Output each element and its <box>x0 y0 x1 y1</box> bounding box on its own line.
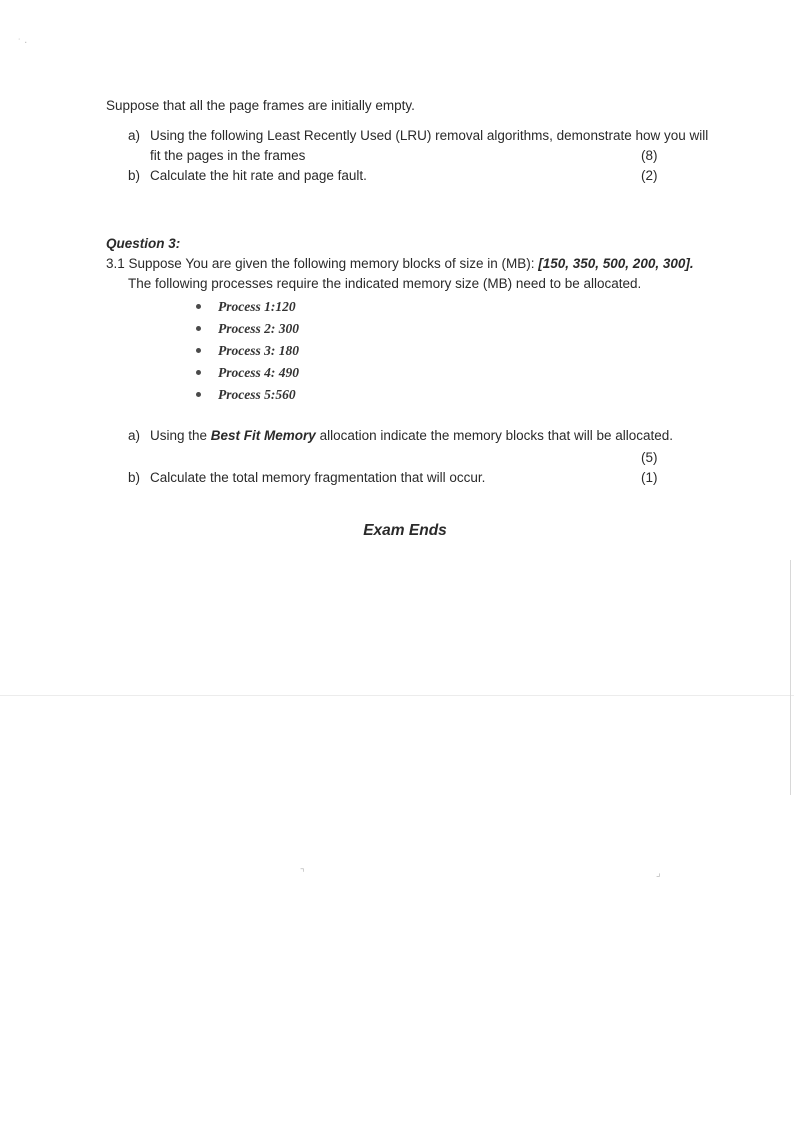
best-fit-emphasis: Best Fit Memory <box>210 428 316 443</box>
marks-label: (5) <box>641 450 658 465</box>
scan-speck: ⌟ <box>656 868 661 879</box>
list-item: Process 2: 300 <box>190 320 299 342</box>
item-letter: a) <box>128 128 141 143</box>
item-letter: b) <box>128 470 141 485</box>
item-text: Using the following Least Recently Used (LRU) removal algorithms, demonstrate how you will <box>150 128 709 143</box>
bullet-icon <box>196 304 201 309</box>
q3-memory-blocks: [150, 350, 500, 200, 300]. <box>538 256 694 271</box>
marks-label: (1) <box>641 470 658 485</box>
list-item: Process 1:120 <box>190 298 299 320</box>
q3-lead-prefix: 3.1 Suppose You are given the following memory blocks of size in (MB): <box>106 256 539 271</box>
bullet-icon <box>196 348 201 353</box>
scan-artifact-line <box>0 695 794 696</box>
item-text: Calculate the total memory fragmentation that will occur. <box>150 470 486 485</box>
item-text: Calculate the hit rate and page fault. <box>150 168 367 183</box>
q3-lead-line1 <box>106 256 694 271</box>
question-title: Question 3: <box>106 236 181 251</box>
bullet-icon <box>196 326 201 331</box>
bullet-icon <box>196 370 201 375</box>
scan-speck: ⌝ <box>300 868 305 879</box>
process-list <box>190 298 299 408</box>
list-item: Process 4: 490 <box>190 364 299 386</box>
marks-label: (8) <box>641 148 658 163</box>
list-item: Process 3: 180 <box>190 342 299 364</box>
item-letter: a) <box>128 428 141 443</box>
list-item: Process 5:560 <box>190 386 299 408</box>
scan-speck: ˙ ‧ <box>18 38 28 49</box>
scan-artifact-edge <box>790 560 791 795</box>
item-text: Using the Best Fit Memory allocation indicate the memory blocks that will be allocated. <box>150 428 674 443</box>
bullet-icon <box>196 392 201 397</box>
item-letter: b) <box>128 168 141 183</box>
q3-lead-line2: The following processes require the indicated memory size (MB) need to be allocated. <box>128 276 642 291</box>
intro-text: Suppose that all the page frames are initially empty. <box>106 98 415 113</box>
item-text: fit the pages in the frames <box>150 148 306 163</box>
marks-label: (2) <box>641 168 658 183</box>
exam-ends-footer: Exam Ends <box>363 522 447 539</box>
